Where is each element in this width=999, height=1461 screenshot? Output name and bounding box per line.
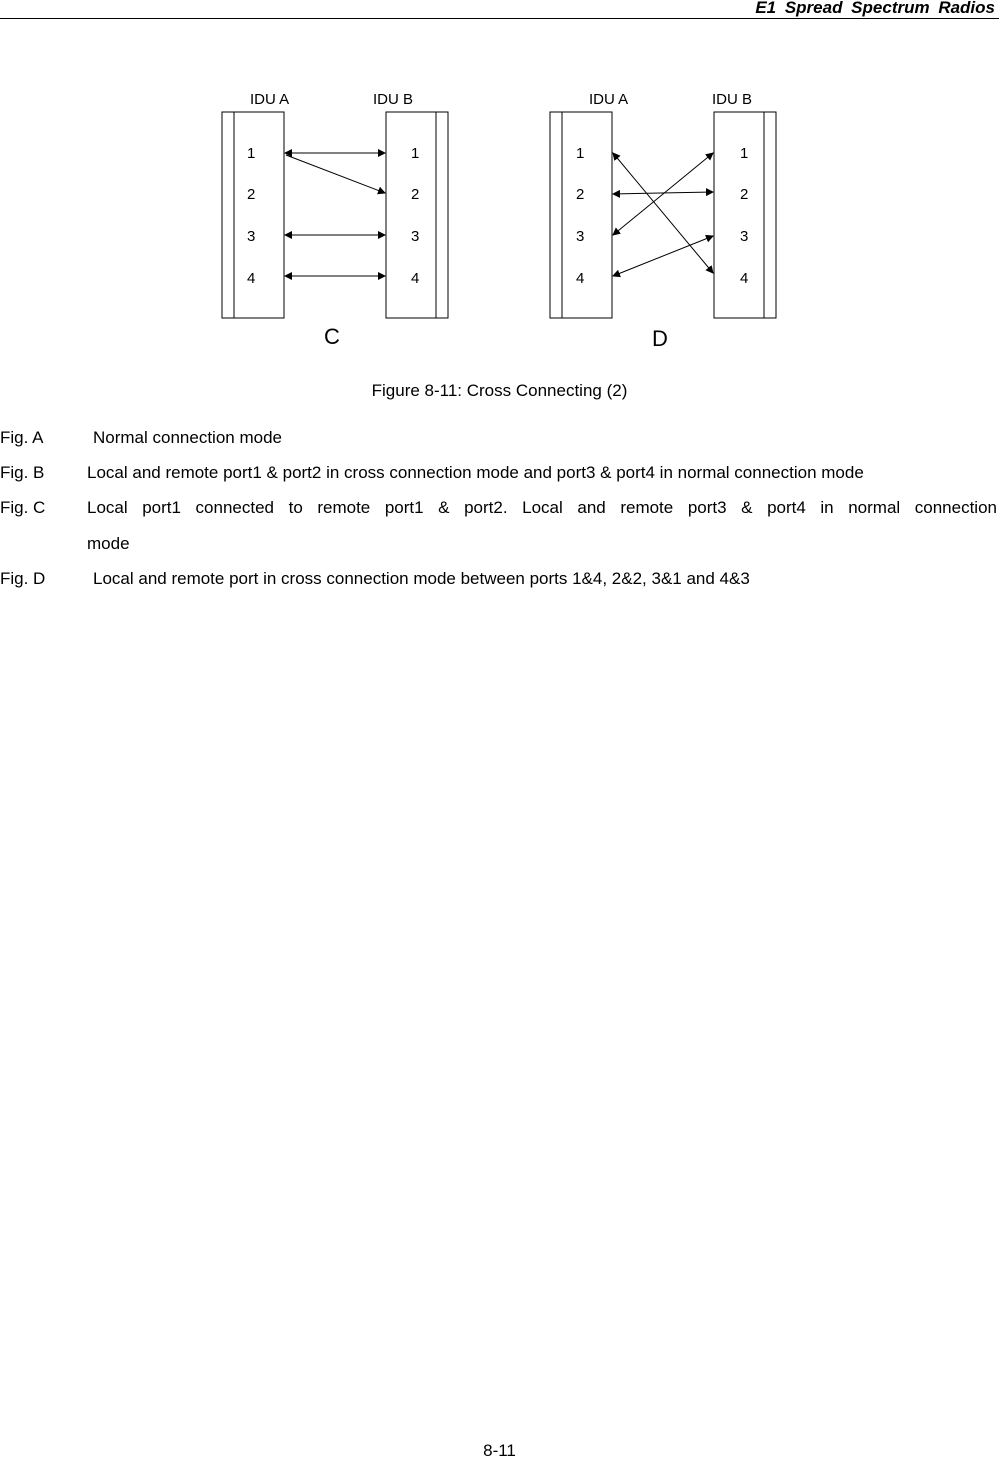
running-header-title: E1 Spread Spectrum Radios bbox=[755, 0, 995, 17]
panel-c-a-port-4: 4 bbox=[247, 270, 256, 287]
panel-c-idu-b-label: IDU B bbox=[373, 91, 414, 108]
panel-c-b-port-1: 1 bbox=[411, 145, 420, 162]
header-rule bbox=[0, 18, 999, 19]
panel-d-idu-b-box bbox=[714, 112, 776, 318]
panel-d-b-port-2: 2 bbox=[740, 186, 749, 203]
panel-d-a-port-2: 2 bbox=[576, 186, 585, 203]
panel-d-a-port-3: 3 bbox=[576, 228, 585, 245]
panel-c-idu-b-box bbox=[386, 112, 448, 318]
panel-d-idu-a-label: IDU A bbox=[589, 91, 629, 108]
panel-c bbox=[222, 91, 448, 349]
fig-b-row bbox=[0, 463, 999, 483]
panel-d-b-port-1: 1 bbox=[740, 145, 749, 162]
panel-c-b-port-4: 4 bbox=[411, 270, 420, 287]
fig-a-row bbox=[0, 428, 999, 448]
panel-c-idu-a-label: IDU A bbox=[250, 91, 290, 108]
panel-c-b-port-2: 2 bbox=[411, 186, 420, 203]
cross-connecting-diagram bbox=[210, 80, 790, 355]
fig-c-label: Fig. C bbox=[0, 498, 46, 517]
panel-c-a-port-3: 3 bbox=[247, 228, 256, 245]
fig-b-text: Local and remote port1 & port2 in cross connection mode and port3 & port4 in normal connection mode bbox=[87, 463, 864, 482]
fig-d-text: Local and remote port in cross connection mode between ports 1&4, 2&2, 3&1 and 4&3 bbox=[93, 569, 750, 588]
panel-d-link-4-3 bbox=[613, 236, 713, 276]
panel-c-a-port-1: 1 bbox=[247, 145, 256, 162]
fig-d-label: Fig. D bbox=[0, 569, 46, 588]
panel-c-label: C bbox=[324, 324, 340, 349]
panel-c-b-port-3: 3 bbox=[411, 228, 420, 245]
fig-b-label: Fig. B bbox=[0, 463, 45, 482]
panel-c-link-1-2 bbox=[286, 155, 385, 193]
panel-d-a-port-1: 1 bbox=[576, 145, 585, 162]
panel-c-idu-a-box bbox=[222, 112, 284, 318]
panel-d-idu-a-box bbox=[550, 112, 612, 318]
panel-c-a-port-2: 2 bbox=[247, 186, 256, 203]
panel-d-label: D bbox=[652, 326, 668, 351]
page-number: 8-11 bbox=[483, 1441, 516, 1460]
panel-d bbox=[550, 91, 776, 351]
fig-a-text: Normal connection mode bbox=[93, 428, 282, 447]
fig-c-text: Local port1 connected to remote port1 & port2. Local and remote port3 & port4 in normal connection bbox=[87, 498, 997, 517]
fig-c-row bbox=[0, 498, 999, 554]
fig-a-label: Fig. A bbox=[0, 428, 44, 447]
fig-d-row bbox=[0, 569, 999, 589]
panel-d-a-port-4: 4 bbox=[576, 270, 585, 287]
panel-d-b-port-4: 4 bbox=[740, 270, 749, 287]
panel-d-idu-b-label: IDU B bbox=[712, 91, 753, 108]
panel-d-link-1-4 bbox=[613, 153, 713, 273]
figure-caption: Figure 8-11: Cross Connecting (2) bbox=[371, 381, 628, 400]
panel-d-b-port-3: 3 bbox=[740, 228, 749, 245]
fig-c-text-continuation: mode bbox=[87, 534, 130, 553]
